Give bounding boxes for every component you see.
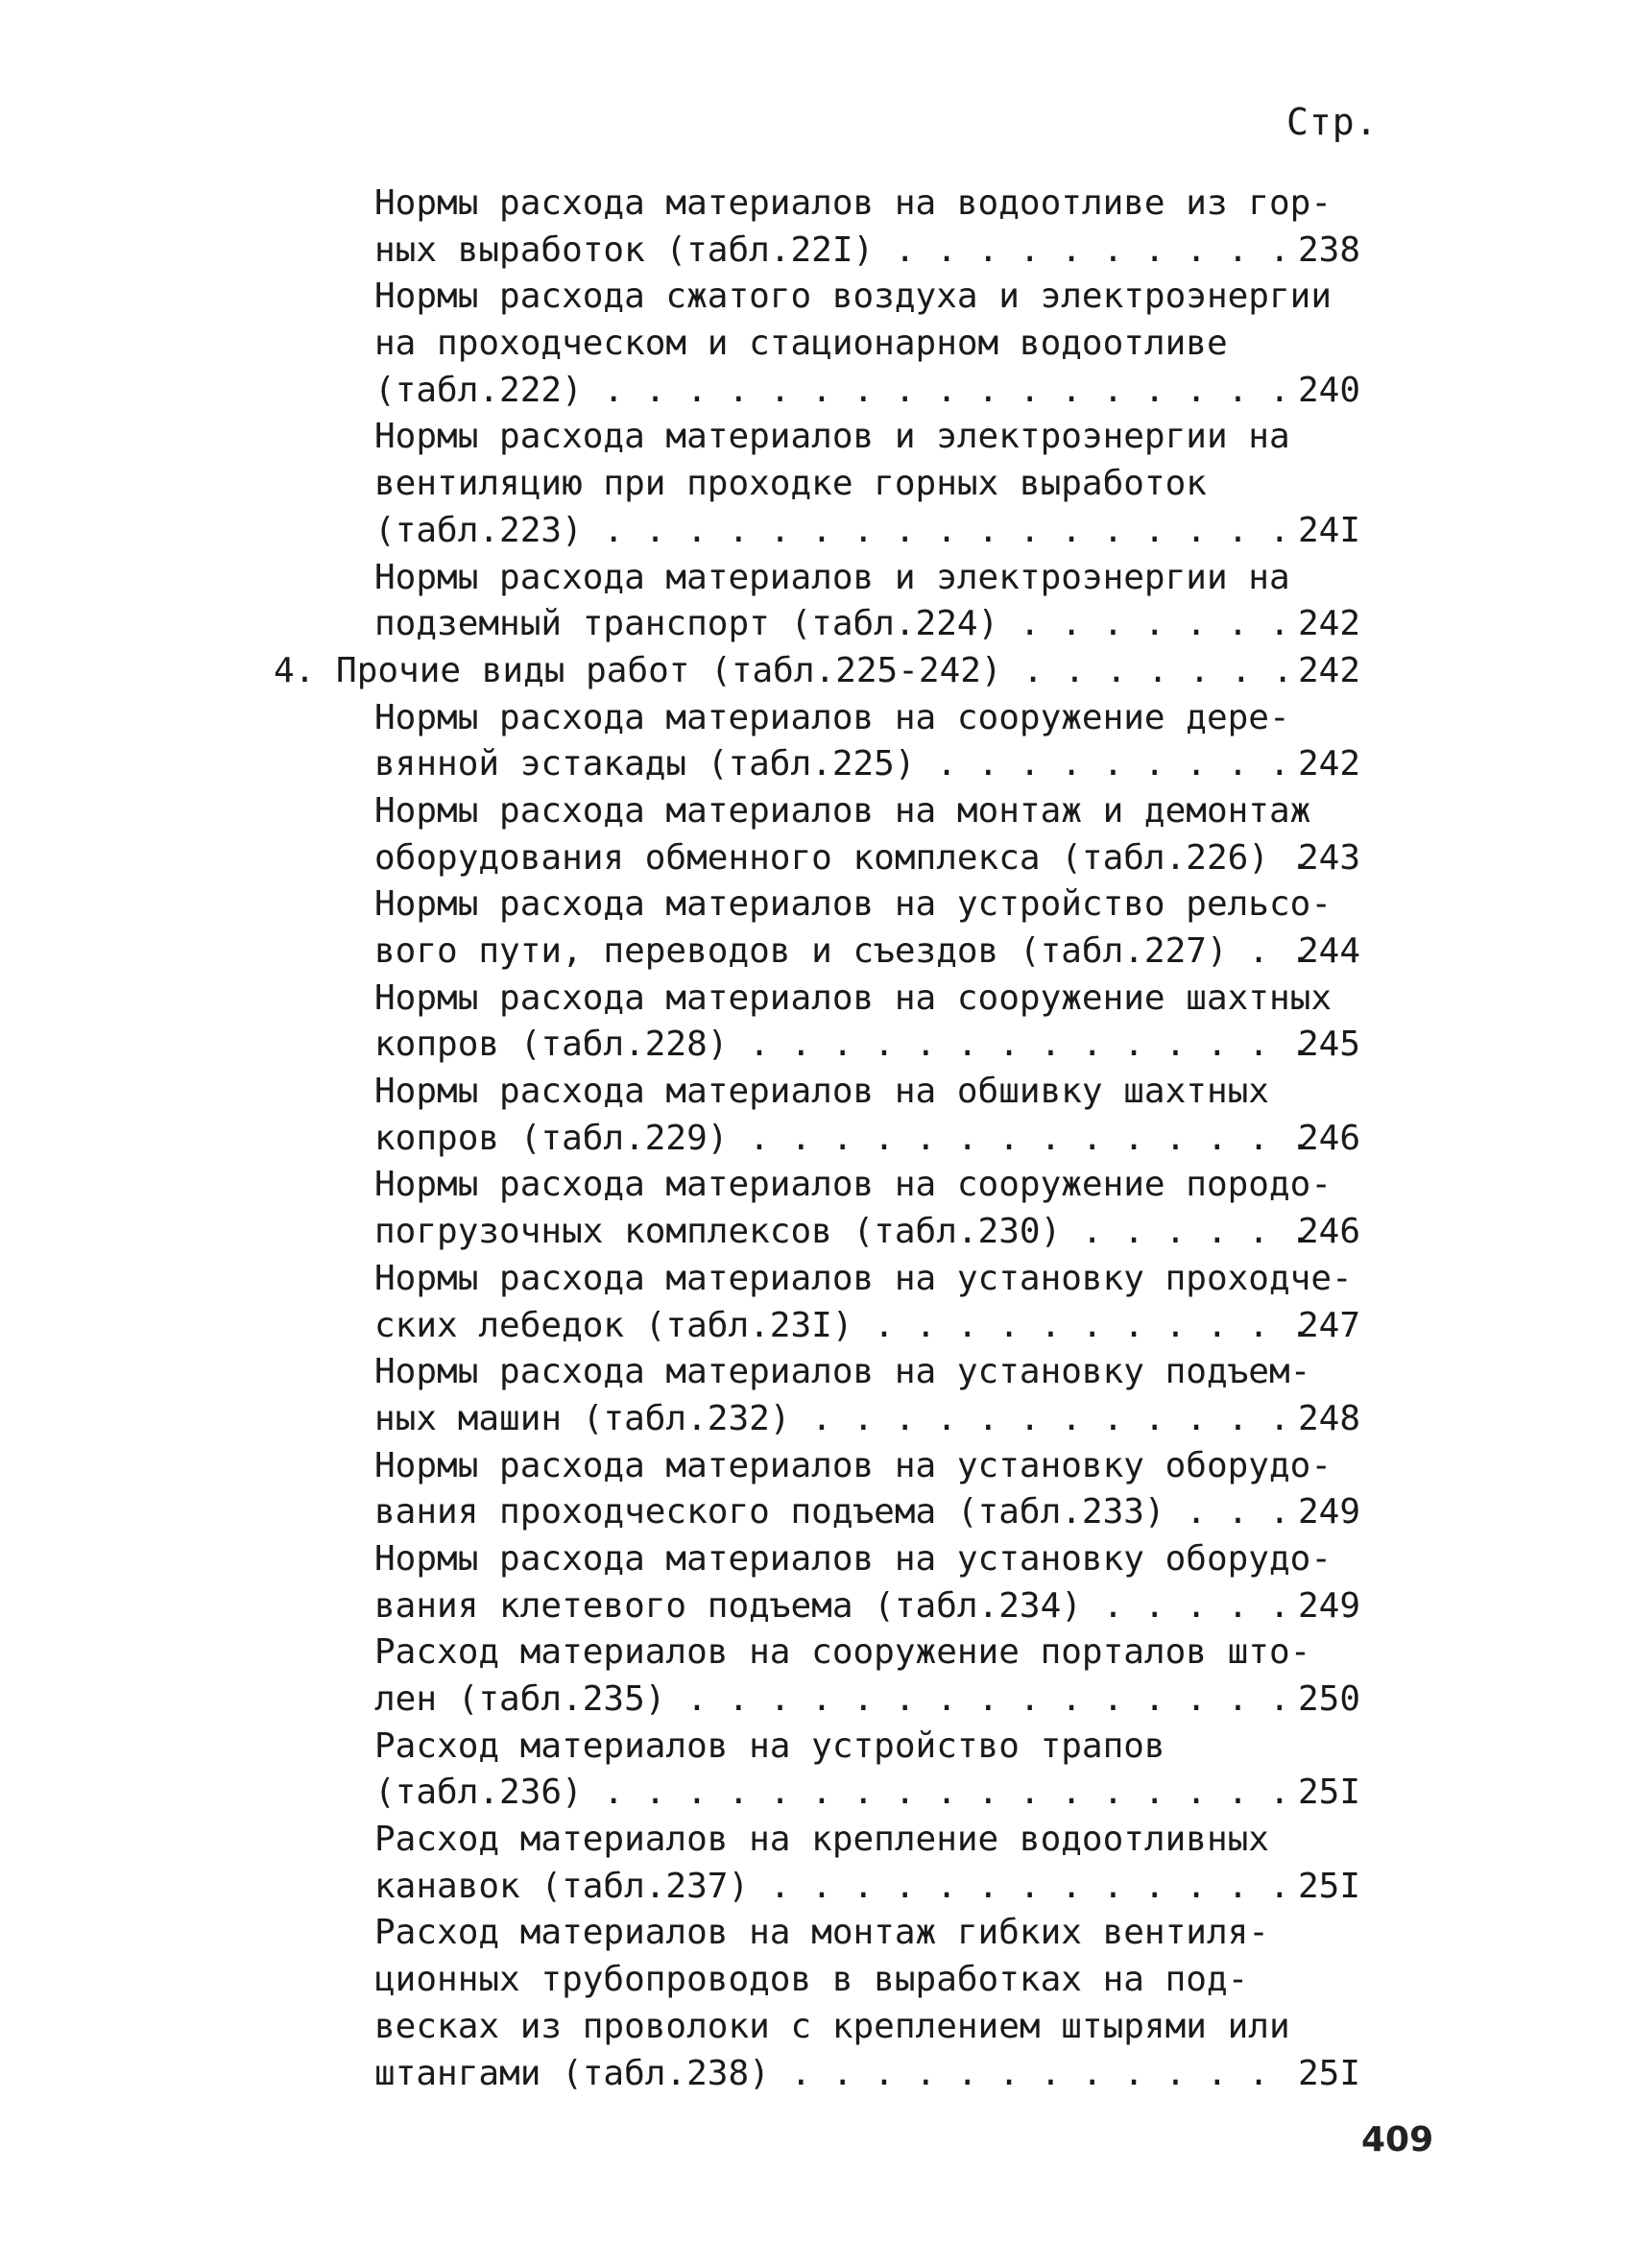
toc-entry-text: на проходческом и стационарном водоотливе [374, 324, 1228, 364]
toc-entry-text: Нормы расхода материалов и электроэнергии на [374, 417, 1290, 457]
toc-line [274, 414, 1378, 461]
toc-entry-text: копров (табл.229) . . . . . . . . . . . . . . [374, 1118, 1311, 1158]
table-of-contents [274, 181, 1378, 2097]
toc-entry-text: подземный транспорт (табл.224) . . . . . . . [374, 604, 1290, 644]
toc-line [274, 601, 1378, 648]
toc-line [274, 1116, 1378, 1163]
toc-line [274, 1864, 1378, 1911]
toc-page-number: 242 [1297, 604, 1360, 644]
toc-entry-text: весках из проволоки с креплением штырями или [374, 2006, 1290, 2046]
toc-page-number: 243 [1297, 837, 1360, 878]
toc-page-number: 238 [1297, 229, 1360, 270]
toc-page-number: 246 [1297, 1212, 1360, 1252]
toc-line [274, 788, 1378, 835]
toc-line [274, 508, 1378, 555]
toc-line [274, 1069, 1378, 1116]
toc-entry-text: Нормы расхода материалов на установку оборудо- [374, 1538, 1332, 1579]
toc-entry-text: Расход материалов на сооружение порталов што- [374, 1632, 1311, 1673]
toc-entry-text: Нормы расхода материалов на устройство рельсо- [374, 884, 1332, 925]
toc-entry-text: (табл.223) . . . . . . . . . . . . . . . . . [374, 510, 1290, 550]
toc-line [274, 1910, 1378, 1957]
toc-page-number: 245 [1297, 1025, 1360, 1065]
toc-entry-text: ных выработок (табл.22I) . . . . . . . . . . [374, 229, 1290, 270]
toc-entry-text: Нормы расхода сжатого воздуха и электроэнергии [374, 277, 1332, 317]
toc-line [274, 2051, 1378, 2098]
toc-page-number: 244 [1297, 931, 1360, 971]
toc-line [274, 274, 1378, 321]
toc-line [274, 321, 1378, 368]
toc-entry-text: погрузочных комплексов (табл.230) . . . . . . [374, 1212, 1311, 1252]
toc-line [274, 1256, 1378, 1303]
toc-page-number: 25I [1297, 1866, 1360, 1906]
toc-line [274, 1724, 1378, 1771]
toc-entry-text: Нормы расхода материалов на сооружение породо- [374, 1165, 1332, 1205]
toc-line [274, 976, 1378, 1023]
toc-entry-text: вого пути, переводов и съездов (табл.227) . . [374, 931, 1311, 971]
toc-line [274, 1583, 1378, 1630]
toc-line [274, 1536, 1378, 1583]
page-number: 409 [1361, 2120, 1434, 2159]
toc-entry-text: Нормы расхода материалов на установку проходче- [374, 1258, 1353, 1298]
toc-line [274, 1162, 1378, 1209]
toc-line [274, 1770, 1378, 1817]
toc-page-number: 249 [1297, 1492, 1360, 1532]
toc-line [274, 1677, 1378, 1724]
page-column-header: Стр. [1286, 101, 1379, 143]
toc-line [274, 1629, 1378, 1677]
toc-line [274, 695, 1378, 742]
toc-entry-text: ционных трубопроводов в выработках на под- [374, 1960, 1249, 2000]
toc-entry-text: Нормы расхода материалов на водоотливе из гор- [374, 183, 1332, 223]
toc-entry-text: 4. Прочие виды работ (табл.225-242) . . . . . . . [274, 650, 1294, 690]
toc-line [274, 929, 1378, 976]
toc-page-number: 248 [1297, 1398, 1360, 1438]
toc-line [274, 2004, 1378, 2051]
toc-page-number: 247 [1297, 1305, 1360, 1345]
toc-line [274, 1349, 1378, 1396]
toc-line [274, 1303, 1378, 1350]
toc-entry-text: (табл.222) . . . . . . . . . . . . . . . . . [374, 370, 1290, 410]
toc-entry-text: Нормы расхода материалов на сооружение дере- [374, 697, 1290, 737]
toc-line [274, 1022, 1378, 1069]
toc-entry-text: ных машин (табл.232) . . . . . . . . . . . . [374, 1398, 1290, 1438]
toc-entry-text: Нормы расхода материалов на установку оборудо- [374, 1445, 1332, 1485]
toc-page-number: 240 [1297, 370, 1360, 410]
toc-entry-text: Нормы расхода материалов на монтаж и демонтаж [374, 790, 1311, 831]
toc-entry-text: вания клетевого подъема (табл.234) . . . . . [374, 1585, 1290, 1626]
toc-page-number: 249 [1297, 1585, 1360, 1626]
toc-line [274, 835, 1378, 882]
toc-entry-text: вания проходческого подъема (табл.233) . . . [374, 1492, 1290, 1532]
toc-entry-text: канавок (табл.237) . . . . . . . . . . . . . [374, 1866, 1290, 1906]
toc-entry-text: вентиляцию при проходке горных выработок [374, 464, 1207, 504]
toc-line [274, 228, 1378, 275]
toc-entry-text: штангами (табл.238) . . . . . . . . . . . . [374, 2053, 1269, 2093]
toc-page-number: 24I [1297, 510, 1360, 550]
toc-line [274, 1209, 1378, 1256]
toc-line [274, 1396, 1378, 1443]
toc-line [274, 881, 1378, 929]
toc-entry-text: оборудования обменного комплекса (табл.226) . [374, 837, 1311, 878]
toc-line [274, 1957, 1378, 2004]
toc-line [274, 181, 1378, 228]
toc-page-number: 25I [1297, 1773, 1360, 1813]
toc-page-number: 25I [1297, 2053, 1360, 2093]
toc-page-number: 242 [1297, 650, 1360, 690]
toc-section-line [274, 648, 1378, 695]
toc-line [274, 555, 1378, 602]
toc-entry-text: (табл.236) . . . . . . . . . . . . . . . . . [374, 1773, 1290, 1813]
toc-line [274, 1489, 1378, 1536]
toc-line [274, 1817, 1378, 1864]
toc-line [274, 368, 1378, 415]
toc-entry-text: Нормы расхода материалов на сооружение шахтных [374, 977, 1332, 1018]
toc-line [274, 741, 1378, 788]
toc-entry-text: Расход материалов на крепление водоотливных [374, 1820, 1269, 1860]
toc-page-number: 242 [1297, 744, 1360, 784]
toc-entry-text: Расход материалов на устройство трапов [374, 1725, 1165, 1766]
toc-entry-text: Нормы расхода материалов на обшивку шахтных [374, 1072, 1269, 1112]
toc-entry-text: ских лебедок (табл.23I) . . . . . . . . . . . [374, 1305, 1311, 1345]
toc-entry-text: Нормы расхода материалов и электроэнергии на [374, 557, 1290, 597]
toc-line [274, 461, 1378, 508]
toc-page-number: 246 [1297, 1118, 1360, 1158]
toc-entry-text: копров (табл.228) . . . . . . . . . . . . . . [374, 1025, 1311, 1065]
toc-entry-text: вянной эстакады (табл.225) . . . . . . . . . [374, 744, 1290, 784]
toc-line [274, 1443, 1378, 1490]
toc-entry-text: Нормы расхода материалов на установку подъем- [374, 1352, 1311, 1392]
toc-entry-text: Расход материалов на монтаж гибких вентиля- [374, 1913, 1269, 1953]
toc-page-number: 250 [1297, 1679, 1360, 1719]
toc-entry-text: лен (табл.235) . . . . . . . . . . . . . . . [374, 1679, 1290, 1719]
